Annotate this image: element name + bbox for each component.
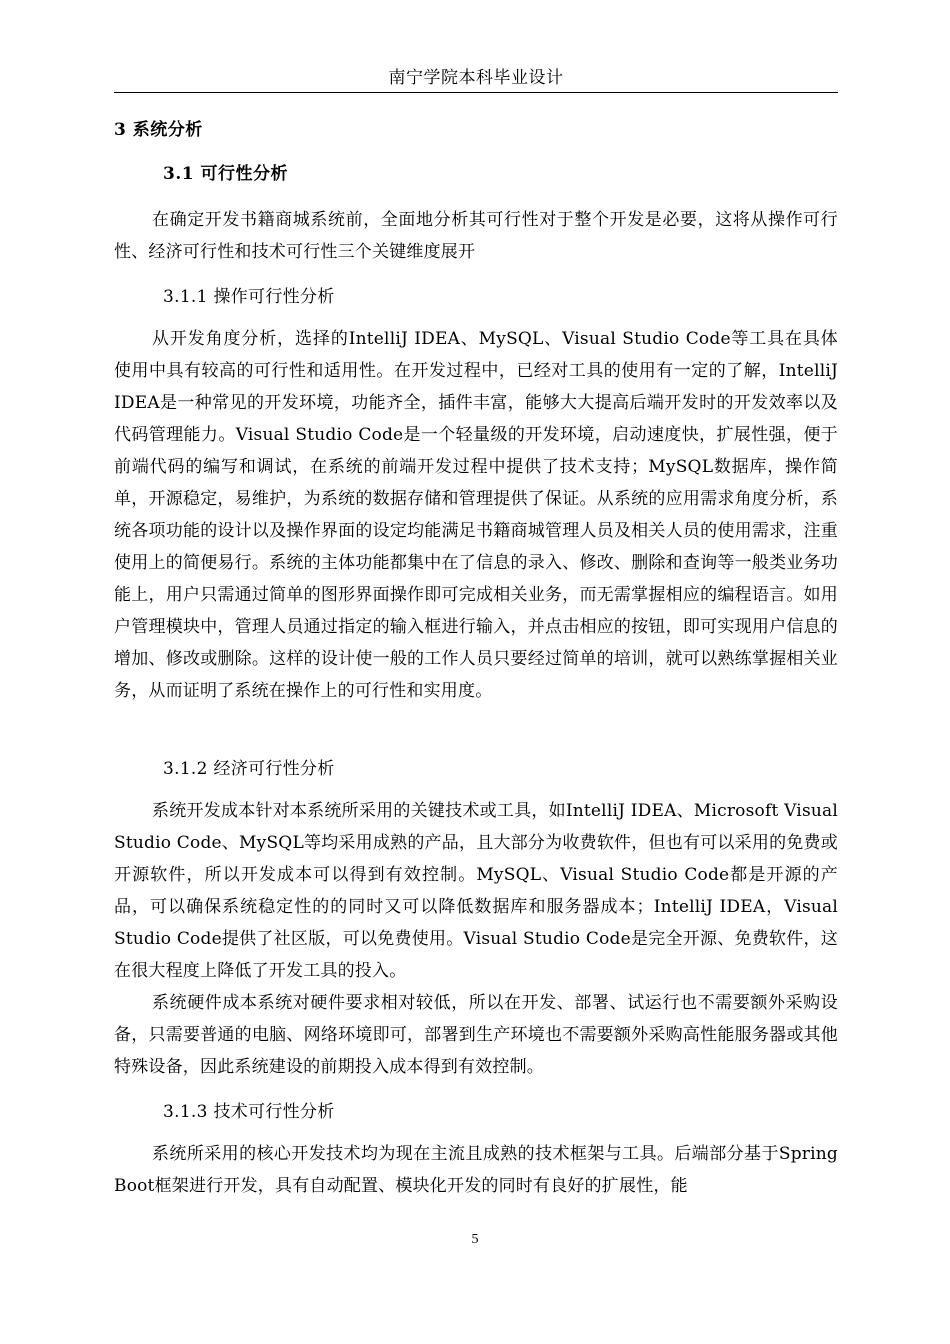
chapter-heading: 3 系统分析 <box>114 120 203 140</box>
paragraph-operation: 从开发角度分析，选择的IntelliJ IDEA、MySQL、Visual Studio Code等工具在具体使用中具有较高的可行性和适用性。在开发过程中，已经对工具的使用有一定的了解，IntelliJ IDEA是一种常见的开发环境，功能齐全，插件丰富，能够大大提高后端开发时的开发效率以及代码管理能力。Visual Studio Code是一个轻量级的开发环境，启动速度快，扩展性强，便于前端代码的编写和调试，在系统的前端开发过程中提供了技术支持；MySQL数据库，操作简单，开源稳定，易维护，为系统的数据存储和管理提供了保证。从系统的应用需求角度分析，系统各项功能的设计以及操作界面的设定均能满足书籍商城管理人员及相关人员的使用需求，注重使用上的简便易行。系统的主体功能都集中在了信息的录入、修改、删除和查询等一般类业务功能上，用户只需通过简单的图形界面操作即可完成相关业务，而无需掌握相应的编程语言。如用户管理模块中，管理人员通过指定的输入框进行输入，并点击相应的按钮，即可实现用户信息的增加、修改或删除。这样的设计使一般的工作人员只要经过简单的培训，就可以熟练掌握相关业务，从而证明了系统在操作上的可行性和实用度。 <box>114 329 838 701</box>
intro-paragraph: 在确定开发书籍商城系统前，全面地分析其可行性对于整个开发是必要，这将从操作可行性、经济可行性和技术可行性三个关键维度展开 <box>114 210 838 262</box>
paragraph-technical: 系统所采用的核心开发技术均为现在主流且成熟的技术框架与工具。后端部分基于Spring Boot框架进行开发，具有自动配置、模块化开发的同时有良好的扩展性，能 <box>114 1144 838 1196</box>
subsection-heading-operation: 3.1.1 操作可行性分析 <box>163 287 335 307</box>
page-number: 5 <box>471 1232 479 1247</box>
section-heading: 3.1 可行性分析 <box>163 164 288 184</box>
paragraph-economic-hardware: 系统硬件成本系统对硬件要求相对较低，所以在开发、部署、试运行也不需要额外采购设备，只需要普通的电脑、网络环境即可，部署到生产环境也不需要额外采购高性能服务器或其他特殊设备，因此系统建设的前期投入成本得到有效控制。 <box>114 993 838 1077</box>
paragraph-economic-software: 系统开发成本针对本系统所采用的关键技术或工具，如IntelliJ IDEA、Microsoft Visual Studio Code、MySQL等均采用成熟的产品，且大部分为收费软件，但也有可以采用的免费或开源软件，所以开发成本可以得到有效控制。MySQL、Visual Studio Code都是开源的产品，可以确保系统稳定性的的同时又可以降低数据库和服务器成本；IntelliJ IDEA，Visual Studio Code提供了社区版，可以免费使用。Visual Studio Code是完全开源、免费软件，这在很大程度上降低了开发工具的投入。 <box>114 801 838 981</box>
subsection-heading-technical: 3.1.3 技术可行性分析 <box>163 1102 335 1122</box>
page-header: 南宁学院本科毕业设计 <box>114 64 838 93</box>
subsection-heading-economic: 3.1.2 经济可行性分析 <box>163 759 335 779</box>
